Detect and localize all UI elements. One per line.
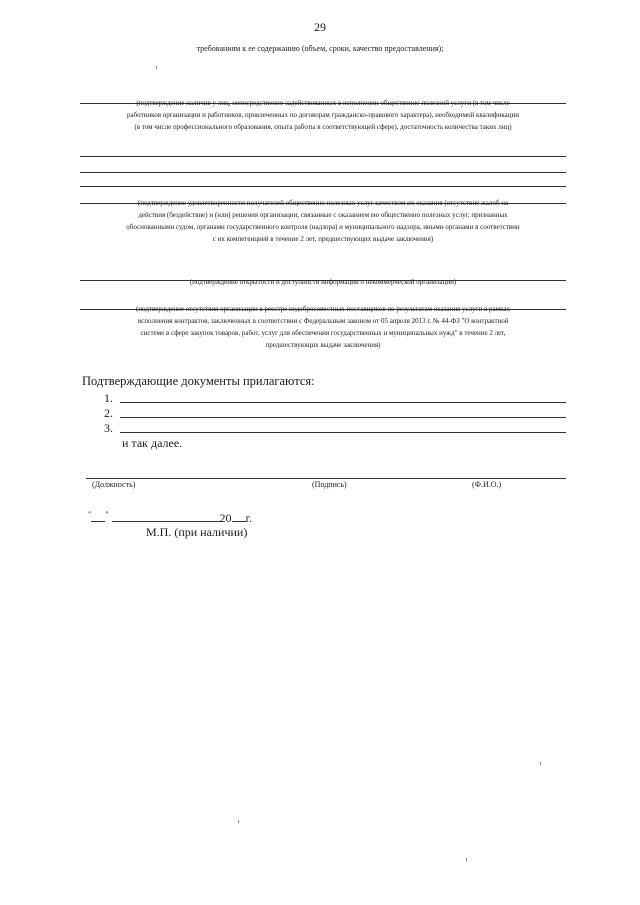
qualification-field: [80, 96, 566, 138]
blank-line[interactable]: [80, 172, 566, 173]
openness-field: [80, 276, 566, 290]
day-blank[interactable]: [91, 510, 105, 522]
scan-speck: [466, 858, 467, 861]
registry-caption-line-4: предшествующих выдаче заключения): [265, 341, 381, 349]
openness-caption: (подтверждение открытости и доступности информации о некоммерческой организации): [189, 278, 457, 286]
qualification-caption-line-2: работников организации и работников, привлеченных по договорам гражданско-правового характера), необходимой квалификации: [127, 111, 519, 119]
document-item: [104, 421, 566, 435]
documents-etc: и так далее.: [122, 436, 183, 450]
registry-caption-line-2: исполнения контрактов, заключенных в соответствии с Федеральным законом от 05 апреля 2013 г. № 44-ФЗ "О контрактной: [137, 317, 509, 325]
registry-caption-line-1: (подтверждение отсутствия организации в реестре недобросовестных поставщиков по результатам оказания услуги в рамках: [135, 305, 510, 313]
qualification-caption-line-1: (подтверждение наличия у лиц, непосредственно задействованных в исполнении общественно полезной услуги (в том числе: [136, 99, 510, 107]
document-item-line[interactable]: [120, 417, 566, 418]
document-item-line[interactable]: [120, 402, 566, 403]
satisfaction-field: [80, 196, 566, 250]
blank-line[interactable]: [80, 186, 566, 187]
document-item: [104, 391, 566, 405]
month-blank[interactable]: [112, 510, 220, 522]
satisfaction-caption-line-3: обоснованными судом, органами государственного контроля (надзора) и муниципального надзора, иными органами в соответствии: [126, 223, 520, 231]
registry-caption-line-3: системе в сфере закупок товаров, работ, услуг для обеспечения государственных и муниципальных нужд" в течение 2 лет,: [140, 329, 506, 337]
date-quote-open: ": [88, 510, 92, 519]
scan-speck: [156, 66, 157, 69]
document-item-number: 1.: [104, 391, 113, 405]
document-item-number: 3.: [104, 421, 113, 435]
documents-heading: Подтверждающие документы прилагаются:: [82, 374, 315, 388]
qualification-caption-line-3: (в том числе профессионального образования, опыта работы в соответствующей сфере), достаточность количества таких лиц): [134, 123, 512, 131]
signature-label: (Подпись): [312, 480, 347, 489]
year-suffix: г.: [245, 511, 253, 525]
blank-line[interactable]: [80, 156, 566, 157]
satisfaction-caption-line-1: (подтверждение удовлетворенности получателей общественно полезных услуг качеством их оказания (отсутствие жалоб на: [137, 199, 509, 207]
document-item: [104, 406, 566, 420]
document-item-number: 2.: [104, 406, 113, 420]
year-blank[interactable]: [232, 510, 246, 522]
name-label: (Ф.И.О.): [472, 480, 502, 489]
top-caption: требованиям к ее содержанию (объем, сроки, качество предоставления);: [196, 44, 444, 53]
scan-speck: [238, 820, 239, 823]
date-line: [88, 510, 252, 526]
stamp-note: М.П. (при наличии): [146, 525, 248, 539]
scan-speck: [540, 762, 541, 765]
position-label: (Должность): [92, 480, 136, 489]
satisfaction-caption-line-4: с их компетенцией в течение 2 лет, предшествующих выдаче заключения): [212, 235, 434, 243]
document-item-line[interactable]: [120, 432, 566, 433]
registry-field: [80, 302, 566, 356]
year-prefix: 20: [219, 511, 232, 525]
page-number: 29: [314, 20, 326, 34]
satisfaction-caption-line-2: действия (бездействие) и (или) решения организации, связанные с оказанием ею общественно полезных услуг, признанных: [138, 211, 508, 219]
date-quote-close: ": [105, 510, 109, 519]
signature-line[interactable]: [86, 478, 566, 479]
